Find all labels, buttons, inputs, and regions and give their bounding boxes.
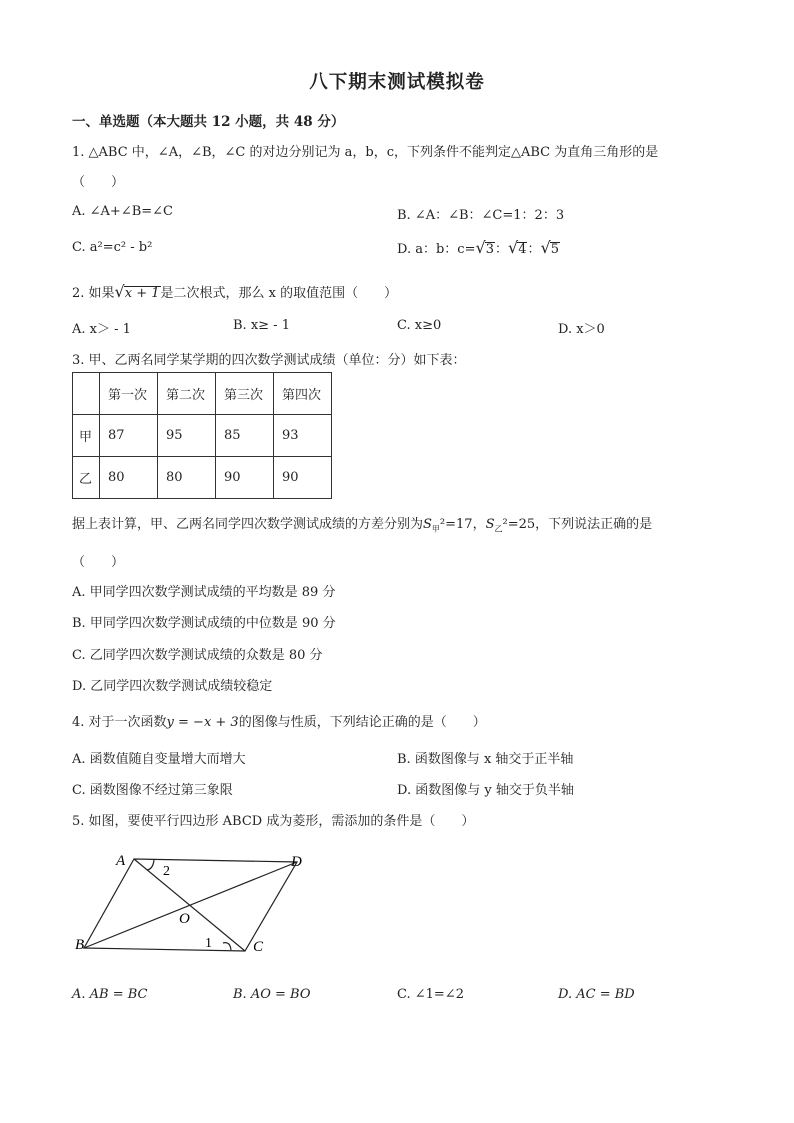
table-header-cell: 第三次 [216, 373, 274, 415]
q2-stem: 2. 如果√x + 1是二次根式，那么 x 的取值范围（ ） [72, 282, 398, 301]
vertex-label-b: B [75, 937, 85, 953]
vertex-label-d: D [291, 854, 302, 870]
q4-option-a: A. 函数值随自变量增大而增大 [72, 752, 246, 767]
diagonal-bd [84, 862, 297, 948]
q2-radicand: x + 1 [124, 286, 160, 301]
q5-option-d: D. AC = BD [558, 987, 635, 1002]
variance-subscript: 甲 [431, 524, 440, 534]
center-label-o: O [179, 911, 190, 927]
q4-stem-suffix: 的图像与性质，下列结论正确的是（ ） [238, 715, 486, 730]
table-cell: 95 [158, 415, 216, 457]
table-cell: 90 [216, 457, 274, 499]
q1-option-d-prefix: D. a：b：c= [397, 242, 476, 257]
parallelogram-figure [70, 845, 320, 960]
q2-option-c: C. x≥0 [397, 318, 442, 333]
table-header-cell: 第四次 [274, 373, 332, 415]
score-table [72, 372, 332, 499]
variance-symbol: S [423, 517, 432, 532]
q2-option-b: B. x≥ - 1 [233, 318, 290, 333]
table-header-row [73, 373, 332, 415]
table-row-label: 甲 [73, 415, 100, 457]
q1-option-c: C. a²=c² - b² [72, 240, 153, 255]
vertex-label-c: C [253, 939, 264, 955]
q2-prefix: 2. 如果 [72, 286, 115, 301]
q2-suffix: 是二次根式，那么 x 的取值范围（ ） [160, 286, 398, 301]
q1-option-b: B. ∠A：∠B：∠C=1：2：3 [397, 208, 565, 223]
angle-1-arc [223, 943, 231, 950]
ratio-sep: ： [527, 242, 541, 257]
section-heading: 一、单选题（本大题共 12 小题，共 48 分） [72, 114, 345, 130]
angle-2-arc [147, 860, 154, 870]
q3-after-prefix: 据上表计算，甲、乙两名同学四次数学测试成绩的方差分别为 [72, 517, 424, 532]
q5-option-a: A. AB = BC [72, 987, 148, 1002]
table-header-cell: 第二次 [158, 373, 216, 415]
q4-option-d: D. 函数图像与 y 轴交于负半轴 [397, 783, 574, 798]
q4-option-c: C. 函数图像不经过第三象限 [72, 783, 233, 798]
angle-2-label: 2 [163, 864, 170, 879]
table-cell: 87 [100, 415, 158, 457]
q5-stem: 5. 如图，要使平行四边形 ABCD 成为菱形，需添加的条件是（ ） [72, 814, 475, 829]
q5-option-c: C. ∠1=∠2 [397, 987, 464, 1002]
sqrt-5: 5 [550, 242, 559, 257]
sqrt-3: 3 [485, 242, 494, 257]
q4-formula: y = −x + 3 [166, 715, 239, 730]
table-cell: 80 [100, 457, 158, 499]
q3-option-b: B. 甲同学四次数学测试成绩的中位数是 90 分 [72, 616, 336, 631]
q3-stem: 3. 甲、乙两名同学某学期的四次数学测试成绩（单位：分）如下表： [72, 353, 466, 368]
q1-stem: 1. △ABC 中，∠A，∠B，∠C 的对边分别记为 a，b，c，下列条件不能判定△ABC 为直角三角形的是 [72, 145, 659, 160]
q1-option-d: D. a：b：c=√3：√4：√5 [397, 238, 559, 257]
table-cell: 85 [216, 415, 274, 457]
q5-option-b: B. AO = BO [233, 987, 311, 1002]
q3-option-c: C. 乙同学四次数学测试成绩的众数是 80 分 [72, 648, 323, 663]
table-row [73, 415, 332, 457]
variance-symbol: S [485, 517, 495, 532]
angle-1-label: 1 [205, 936, 212, 951]
q2-option-d: D. x＞0 [558, 322, 605, 337]
table-row [73, 457, 332, 499]
q3-option-d: D. 乙同学四次数学测试成绩较稳定 [72, 679, 273, 694]
q4-option-b: B. 函数图像与 x 轴交于正半轴 [397, 752, 574, 767]
sqrt-4: 4 [518, 242, 527, 257]
q2-option-a: A. x＞ - 1 [72, 322, 131, 337]
table-header-cell: 第一次 [100, 373, 158, 415]
page-title: 八下期末测试模拟卷 [309, 72, 485, 93]
q4-stem [72, 711, 486, 730]
table-cell: 90 [274, 457, 332, 499]
table-cell: 80 [158, 457, 216, 499]
variance-value: ²=25，下列说法正确的是 [502, 517, 653, 532]
ratio-sep: ： [494, 242, 508, 257]
q3-answer-paren: （ ） [72, 555, 125, 570]
table-row-label: 乙 [73, 457, 100, 499]
q3-variance-line [72, 513, 652, 535]
table-cell [73, 373, 100, 415]
table-cell: 93 [274, 415, 332, 457]
q1-answer-paren: （ ） [72, 175, 125, 190]
q4-stem-prefix: 4. 对于一次函数 [72, 715, 167, 730]
vertex-label-a: A [116, 853, 126, 869]
q1-option-a: A. ∠A+∠B=∠C [72, 204, 174, 219]
variance-subscript: 乙 [494, 524, 503, 534]
q3-option-a: A. 甲同学四次数学测试成绩的平均数是 89 分 [72, 585, 336, 600]
variance-value: ²=17， [439, 517, 486, 532]
